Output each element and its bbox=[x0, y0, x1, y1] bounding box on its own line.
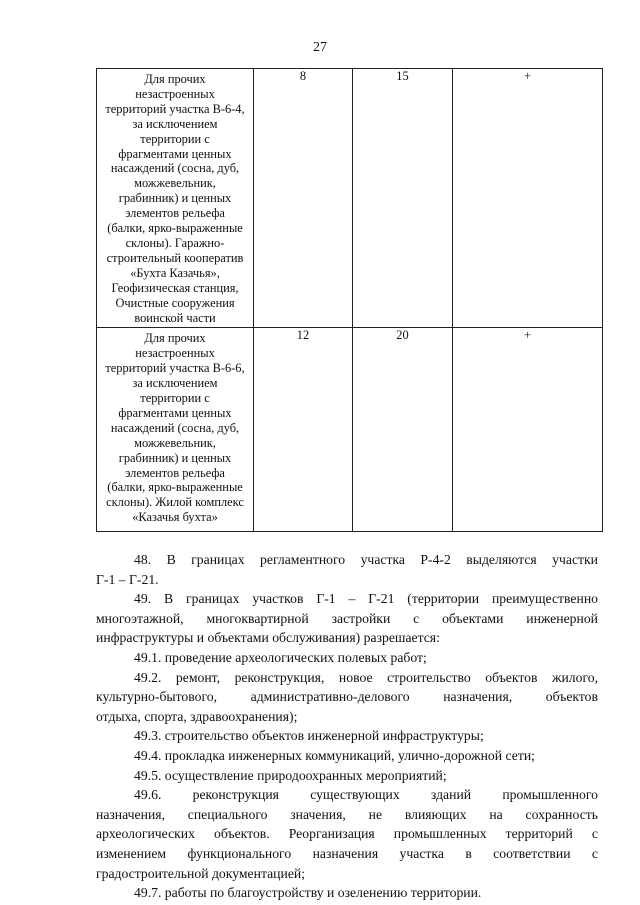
text-line: 49.1. проведение археологических полевых работ; bbox=[134, 649, 427, 665]
desc-line: «Казачья бухта» bbox=[132, 510, 218, 525]
desc-line: (балки, ярко-выраженные bbox=[107, 221, 243, 236]
table-cell-value-b bbox=[353, 69, 453, 328]
paragraph-49-6 bbox=[96, 785, 598, 883]
desc-line: территорий участка В-6-4, bbox=[105, 101, 245, 116]
paragraph-49-5 bbox=[96, 766, 598, 786]
desc-line: фрагментами ценных bbox=[118, 146, 232, 161]
desc-line: можжевельник, bbox=[134, 176, 216, 191]
text-line: 49.6. реконструкция существующих зданий промышленного bbox=[134, 787, 598, 803]
page-number: 27 bbox=[313, 40, 327, 55]
table-row bbox=[97, 69, 603, 328]
desc-line: элементов рельефа bbox=[125, 206, 225, 221]
text-line: изменением функционального назначения участка в соответствии с bbox=[96, 845, 598, 861]
table-cell-value-b bbox=[353, 328, 453, 532]
desc-line: склоны). Гаражно- bbox=[125, 235, 225, 250]
table-cell-description bbox=[97, 69, 254, 328]
desc-line: грабинник) и ценных bbox=[118, 450, 232, 465]
cell-description-text bbox=[97, 328, 253, 527]
desc-line: (балки, ярко-выраженные bbox=[107, 480, 243, 495]
desc-line: Очистные сооружения bbox=[115, 295, 235, 310]
text-line: назначения, специального значения, не влияющих на сохранность bbox=[96, 806, 598, 822]
desc-line: территорий участка В-6-6, bbox=[105, 361, 245, 376]
desc-line: Геофизическая станция, bbox=[111, 280, 239, 295]
text-line: 49.5. осуществление природоохранных мероприятий; bbox=[134, 767, 447, 783]
desc-line: незастроенных bbox=[135, 346, 215, 361]
paragraph-49-2 bbox=[96, 668, 598, 727]
desc-line: «Бухта Казачья», bbox=[130, 265, 220, 280]
cell-value: 8 bbox=[299, 69, 307, 83]
cell-value: + bbox=[524, 69, 531, 83]
desc-line: незастроенных bbox=[135, 86, 215, 101]
table-cell-description bbox=[97, 328, 254, 532]
paragraph-49-7 bbox=[96, 883, 598, 903]
paragraph-49 bbox=[96, 589, 598, 648]
text-line: Г-1 – Г-21. bbox=[96, 571, 159, 587]
paragraph-49-4 bbox=[96, 746, 598, 766]
paragraph-48 bbox=[96, 550, 598, 589]
table-cell-value-a bbox=[254, 328, 353, 532]
desc-line: Для прочих bbox=[144, 331, 206, 346]
table-cell-value-c bbox=[453, 328, 603, 532]
text-line: археологических объектов. Реорганизация промышленных территорий с bbox=[96, 826, 598, 842]
paragraph-49-1 bbox=[96, 648, 598, 668]
text-line: 49.4. прокладка инженерных коммуникаций, улично-дорожной сети; bbox=[134, 747, 535, 763]
text-line: культурно-бытового, административно-делового назначения, объектов bbox=[96, 689, 598, 705]
text-line: градостроительной документацией; bbox=[96, 865, 306, 881]
cell-description-text bbox=[97, 69, 253, 327]
text-line: 48. В границах регламентного участка Р-4-2 выделяются участки bbox=[134, 552, 598, 567]
cell-value: 12 bbox=[296, 328, 310, 343]
cell-value: + bbox=[524, 328, 531, 343]
desc-line: фрагментами ценных bbox=[118, 405, 232, 420]
desc-line: территории с bbox=[140, 391, 210, 406]
cell-value: 15 bbox=[396, 69, 409, 83]
desc-line: строительный кооператив bbox=[106, 250, 244, 265]
text-line: 49.3. строительство объектов инженерной инфраструктуры; bbox=[134, 728, 484, 744]
text-line: 49.7. работы по благоустройству и озеленению территории. bbox=[134, 885, 482, 901]
text-line: отдыха, спорта, здравоохранения); bbox=[96, 708, 298, 724]
desc-line: за исключением bbox=[132, 116, 218, 131]
desc-line: склоны). Жилой комплекс bbox=[106, 495, 244, 510]
desc-line: насаждений (сосна, дуб, bbox=[110, 161, 240, 176]
paragraph-49-3 bbox=[96, 726, 598, 746]
text-line: инфраструктуры и объектами обслуживания) разрешается: bbox=[96, 630, 440, 646]
text-line: многоэтажной, многоквартирной застройки с объектами инженерной bbox=[96, 610, 598, 626]
text-line: 49. В границах участков Г-1 – Г-21 (территории преимущественно bbox=[134, 591, 598, 607]
desc-line: элементов рельефа bbox=[125, 465, 225, 480]
desc-line: Для прочих bbox=[144, 72, 206, 86]
desc-line: можжевельник, bbox=[134, 435, 216, 450]
desc-line: за исключением bbox=[132, 376, 218, 391]
text-line: 49.2. ремонт, реконструкция, новое строительство объектов жилого, bbox=[134, 669, 598, 685]
desc-line: насаждений (сосна, дуб, bbox=[110, 420, 240, 435]
regulation-table bbox=[96, 68, 603, 532]
desc-line: воинской части bbox=[134, 310, 216, 325]
table-cell-value-a bbox=[254, 69, 353, 328]
desc-line: территории с bbox=[140, 131, 210, 146]
table-cell-value-c bbox=[453, 69, 603, 328]
table-row bbox=[97, 328, 603, 532]
cell-value: 20 bbox=[396, 328, 409, 343]
regulation-text bbox=[96, 550, 598, 903]
desc-line: грабинник) и ценных bbox=[118, 191, 232, 206]
